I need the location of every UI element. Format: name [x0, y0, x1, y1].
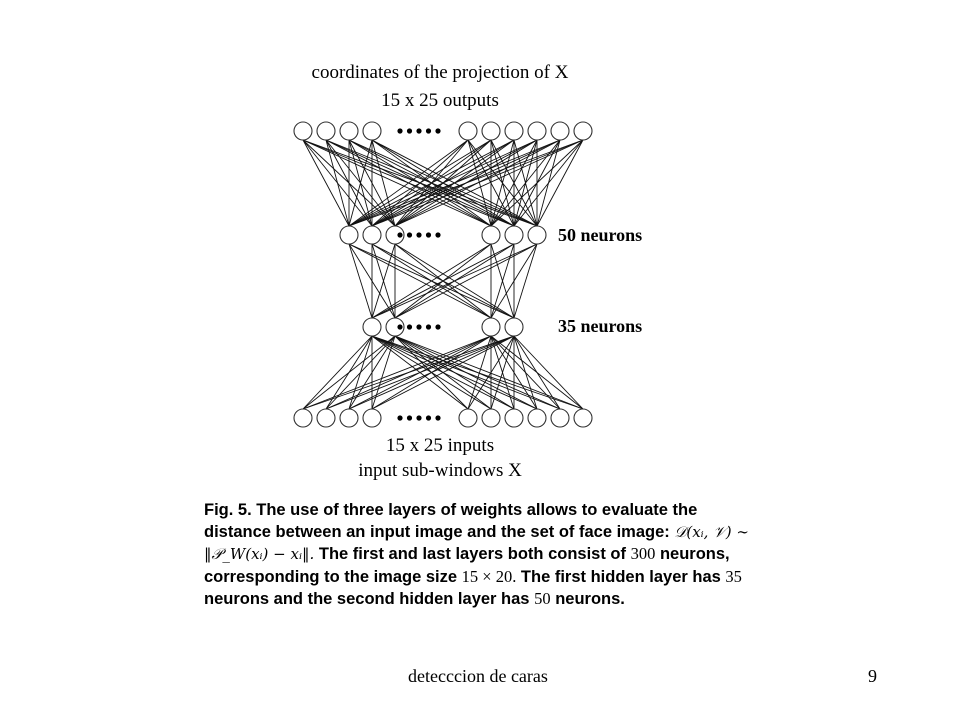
connection-line: [303, 336, 372, 409]
input-count-label: 15 x 25 inputs: [385, 435, 495, 456]
figure-panel: [160, 52, 756, 626]
caption-text-4: The first hidden layer has: [520, 567, 721, 586]
footer-title: detecccion de caras: [408, 666, 548, 686]
caption-num-35: 35: [725, 566, 742, 586]
ellipsis-dot: [426, 324, 431, 329]
ellipsis-dot: [407, 415, 412, 420]
caption-text-1: The use of three layers of weights allows to evaluate the distance between an input image and the set of face image:: [204, 501, 698, 541]
caption-text-6: neurons.: [555, 590, 625, 608]
caption-size-expr: 15 × 20.: [461, 566, 517, 586]
ellipsis-dot: [416, 415, 421, 420]
ellipsis-dot: [407, 324, 412, 329]
caption-num-50: 50: [534, 589, 551, 608]
caption-formula: 𝒟(xᵢ, 𝒱) ∼ ‖𝒫_W(xᵢ) − xᵢ‖.: [204, 522, 749, 563]
connection-line: [372, 244, 537, 318]
ellipsis-dot: [426, 232, 431, 237]
neuron-node: [574, 409, 592, 427]
ellipsis-dot: [416, 128, 421, 133]
connection-line: [395, 336, 514, 409]
connection-line: [326, 336, 395, 409]
neuron-node: [505, 226, 523, 244]
neuron-node: [528, 409, 546, 427]
ellipsis-dot: [407, 232, 412, 237]
neuron-nodes: [294, 122, 592, 427]
ellipsis-dot: [435, 324, 440, 329]
neuron-node: [317, 122, 335, 140]
neuron-node: [294, 122, 312, 140]
ellipsis-dot: [397, 415, 402, 420]
neuron-node: [505, 318, 523, 336]
connection-line: [514, 336, 583, 409]
neuron-node: [482, 122, 500, 140]
neuron-node: [363, 318, 381, 336]
caption-num-300: 300: [630, 544, 656, 563]
connection-line: [303, 140, 349, 226]
connection-line: [395, 244, 537, 318]
neuron-node: [551, 409, 569, 427]
neuron-node: [528, 226, 546, 244]
neuron-node: [363, 409, 381, 427]
caption-text-5: neurons and the second hidden layer has: [204, 590, 530, 608]
connection-line: [537, 140, 583, 226]
caption-text-3: neurons, corresponding to the image size: [204, 545, 730, 586]
neuron-node: [363, 226, 381, 244]
neuron-node: [363, 122, 381, 140]
ellipsis-dot: [407, 128, 412, 133]
neuron-node: [528, 122, 546, 140]
connection-line: [372, 336, 395, 409]
neuron-node: [574, 122, 592, 140]
connection-line: [468, 140, 491, 226]
neuron-node: [340, 226, 358, 244]
neuron-node: [551, 122, 569, 140]
ellipsis-dot: [416, 232, 421, 237]
ellipsis-dot: [397, 324, 402, 329]
ellipsis-dot: [426, 128, 431, 133]
neuron-node: [294, 409, 312, 427]
connection-line: [514, 336, 560, 409]
neuron-node: [340, 409, 358, 427]
output-count-label: 15 x 25 outputs: [381, 90, 499, 111]
connection-line: [372, 140, 583, 226]
connection-lines: [303, 140, 583, 409]
connection-line: [349, 140, 560, 226]
connection-line: [468, 336, 491, 409]
page-number: 9: [868, 666, 877, 686]
neuron-node: [505, 122, 523, 140]
connection-line: [303, 336, 395, 409]
connection-line: [349, 244, 491, 318]
caption-prefix: Fig. 5.: [204, 501, 252, 519]
connection-line: [514, 336, 537, 409]
ellipsis-dot: [397, 232, 402, 237]
ellipsis-dot: [435, 128, 440, 133]
neuron-node: [317, 409, 335, 427]
neural-network-diagram: [160, 52, 756, 492]
ellipsis-dot: [435, 232, 440, 237]
connection-line: [491, 140, 560, 226]
connection-line: [303, 336, 514, 409]
neuron-node: [340, 122, 358, 140]
neuron-node: [482, 226, 500, 244]
neuron-node: [482, 318, 500, 336]
caption-text-2: The first and last layers both consist of: [318, 545, 627, 563]
connection-line: [349, 140, 468, 226]
output-title-label: coordinates of the projection of X: [311, 62, 569, 83]
input-title-label: input sub-windows X: [358, 460, 522, 481]
ellipsis-dot: [416, 324, 421, 329]
connection-line: [349, 244, 372, 318]
neuron-node: [459, 122, 477, 140]
ellipsis-dot: [426, 415, 431, 420]
figure-caption: [204, 500, 752, 611]
hidden-layer-50-label: 50 neurons: [558, 225, 643, 245]
neuron-node: [459, 409, 477, 427]
neuron-node: [482, 409, 500, 427]
ellipsis-dot: [435, 415, 440, 420]
hidden-layer-35-label: 35 neurons: [558, 316, 643, 336]
neuron-node: [505, 409, 523, 427]
connection-line: [514, 244, 537, 318]
ellipsis-dot: [397, 128, 402, 133]
